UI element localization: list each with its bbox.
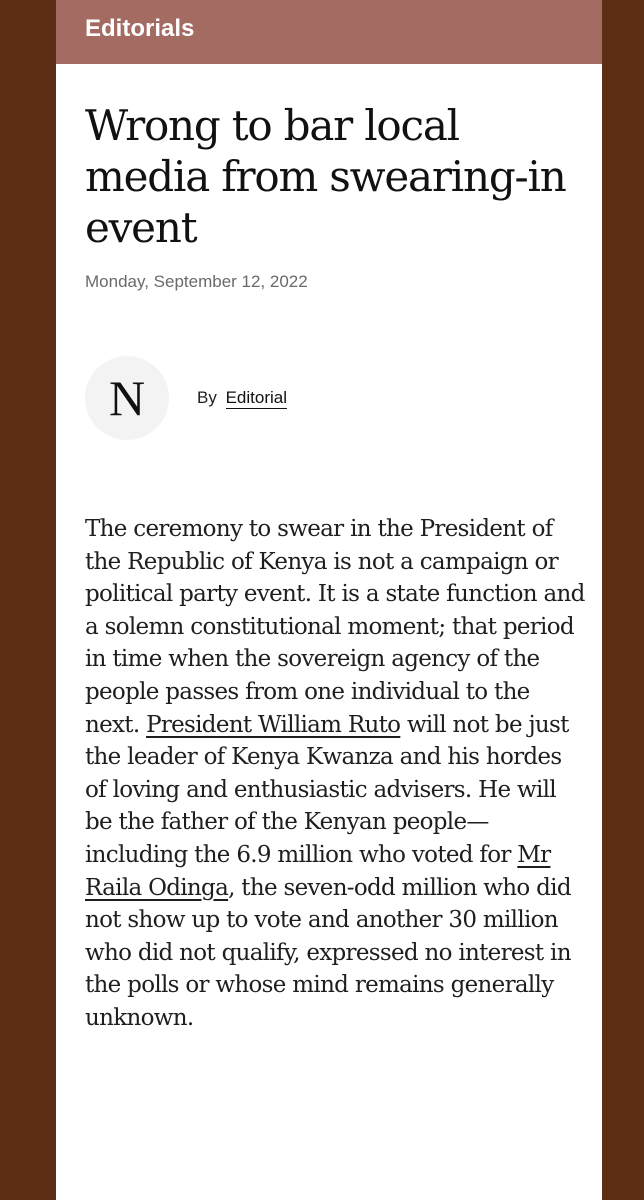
article-body: [85, 513, 585, 1035]
link-president-william-ruto[interactable]: President William Ruto: [146, 711, 401, 738]
article-headline: Wrong to bar local media from swearing-in event: [85, 101, 566, 252]
body-text-part-1: The ceremony to swear in the President of the Republic of Kenya is not a campaign or political party event. It is a state function and a solemn constitutional moment; that period in time when the sovereign agency of the people passes from one individual to the next.: [85, 516, 585, 738]
body-text-part-3: , the seven-odd million who did not show up to vote and another 30 million who did not qualify, expressed no interest in the polls or whose mind remains generally unknown.: [85, 874, 571, 1031]
section-label[interactable]: Editorials: [85, 15, 195, 42]
author-link[interactable]: Editorial: [225, 388, 287, 407]
link-mr-raila-odinga[interactable]: Mr Raila Odinga: [85, 841, 551, 901]
publish-date: Monday, September 12, 2022: [85, 272, 308, 291]
author-avatar[interactable]: [85, 356, 169, 440]
article-content: [85, 64, 585, 1058]
byline: [85, 356, 585, 440]
body-text-part-2: will not be just the leader of Kenya Kwanza and his hordes of loving and enthusiastic advisers. He will be the father of the Kenyan people—including the 6.9 million who voted for: [85, 711, 569, 868]
section-header[interactable]: [56, 0, 602, 64]
avatar-letter: N: [108, 370, 146, 426]
byline-text: [197, 388, 287, 408]
byline-prefix: By: [197, 388, 217, 407]
